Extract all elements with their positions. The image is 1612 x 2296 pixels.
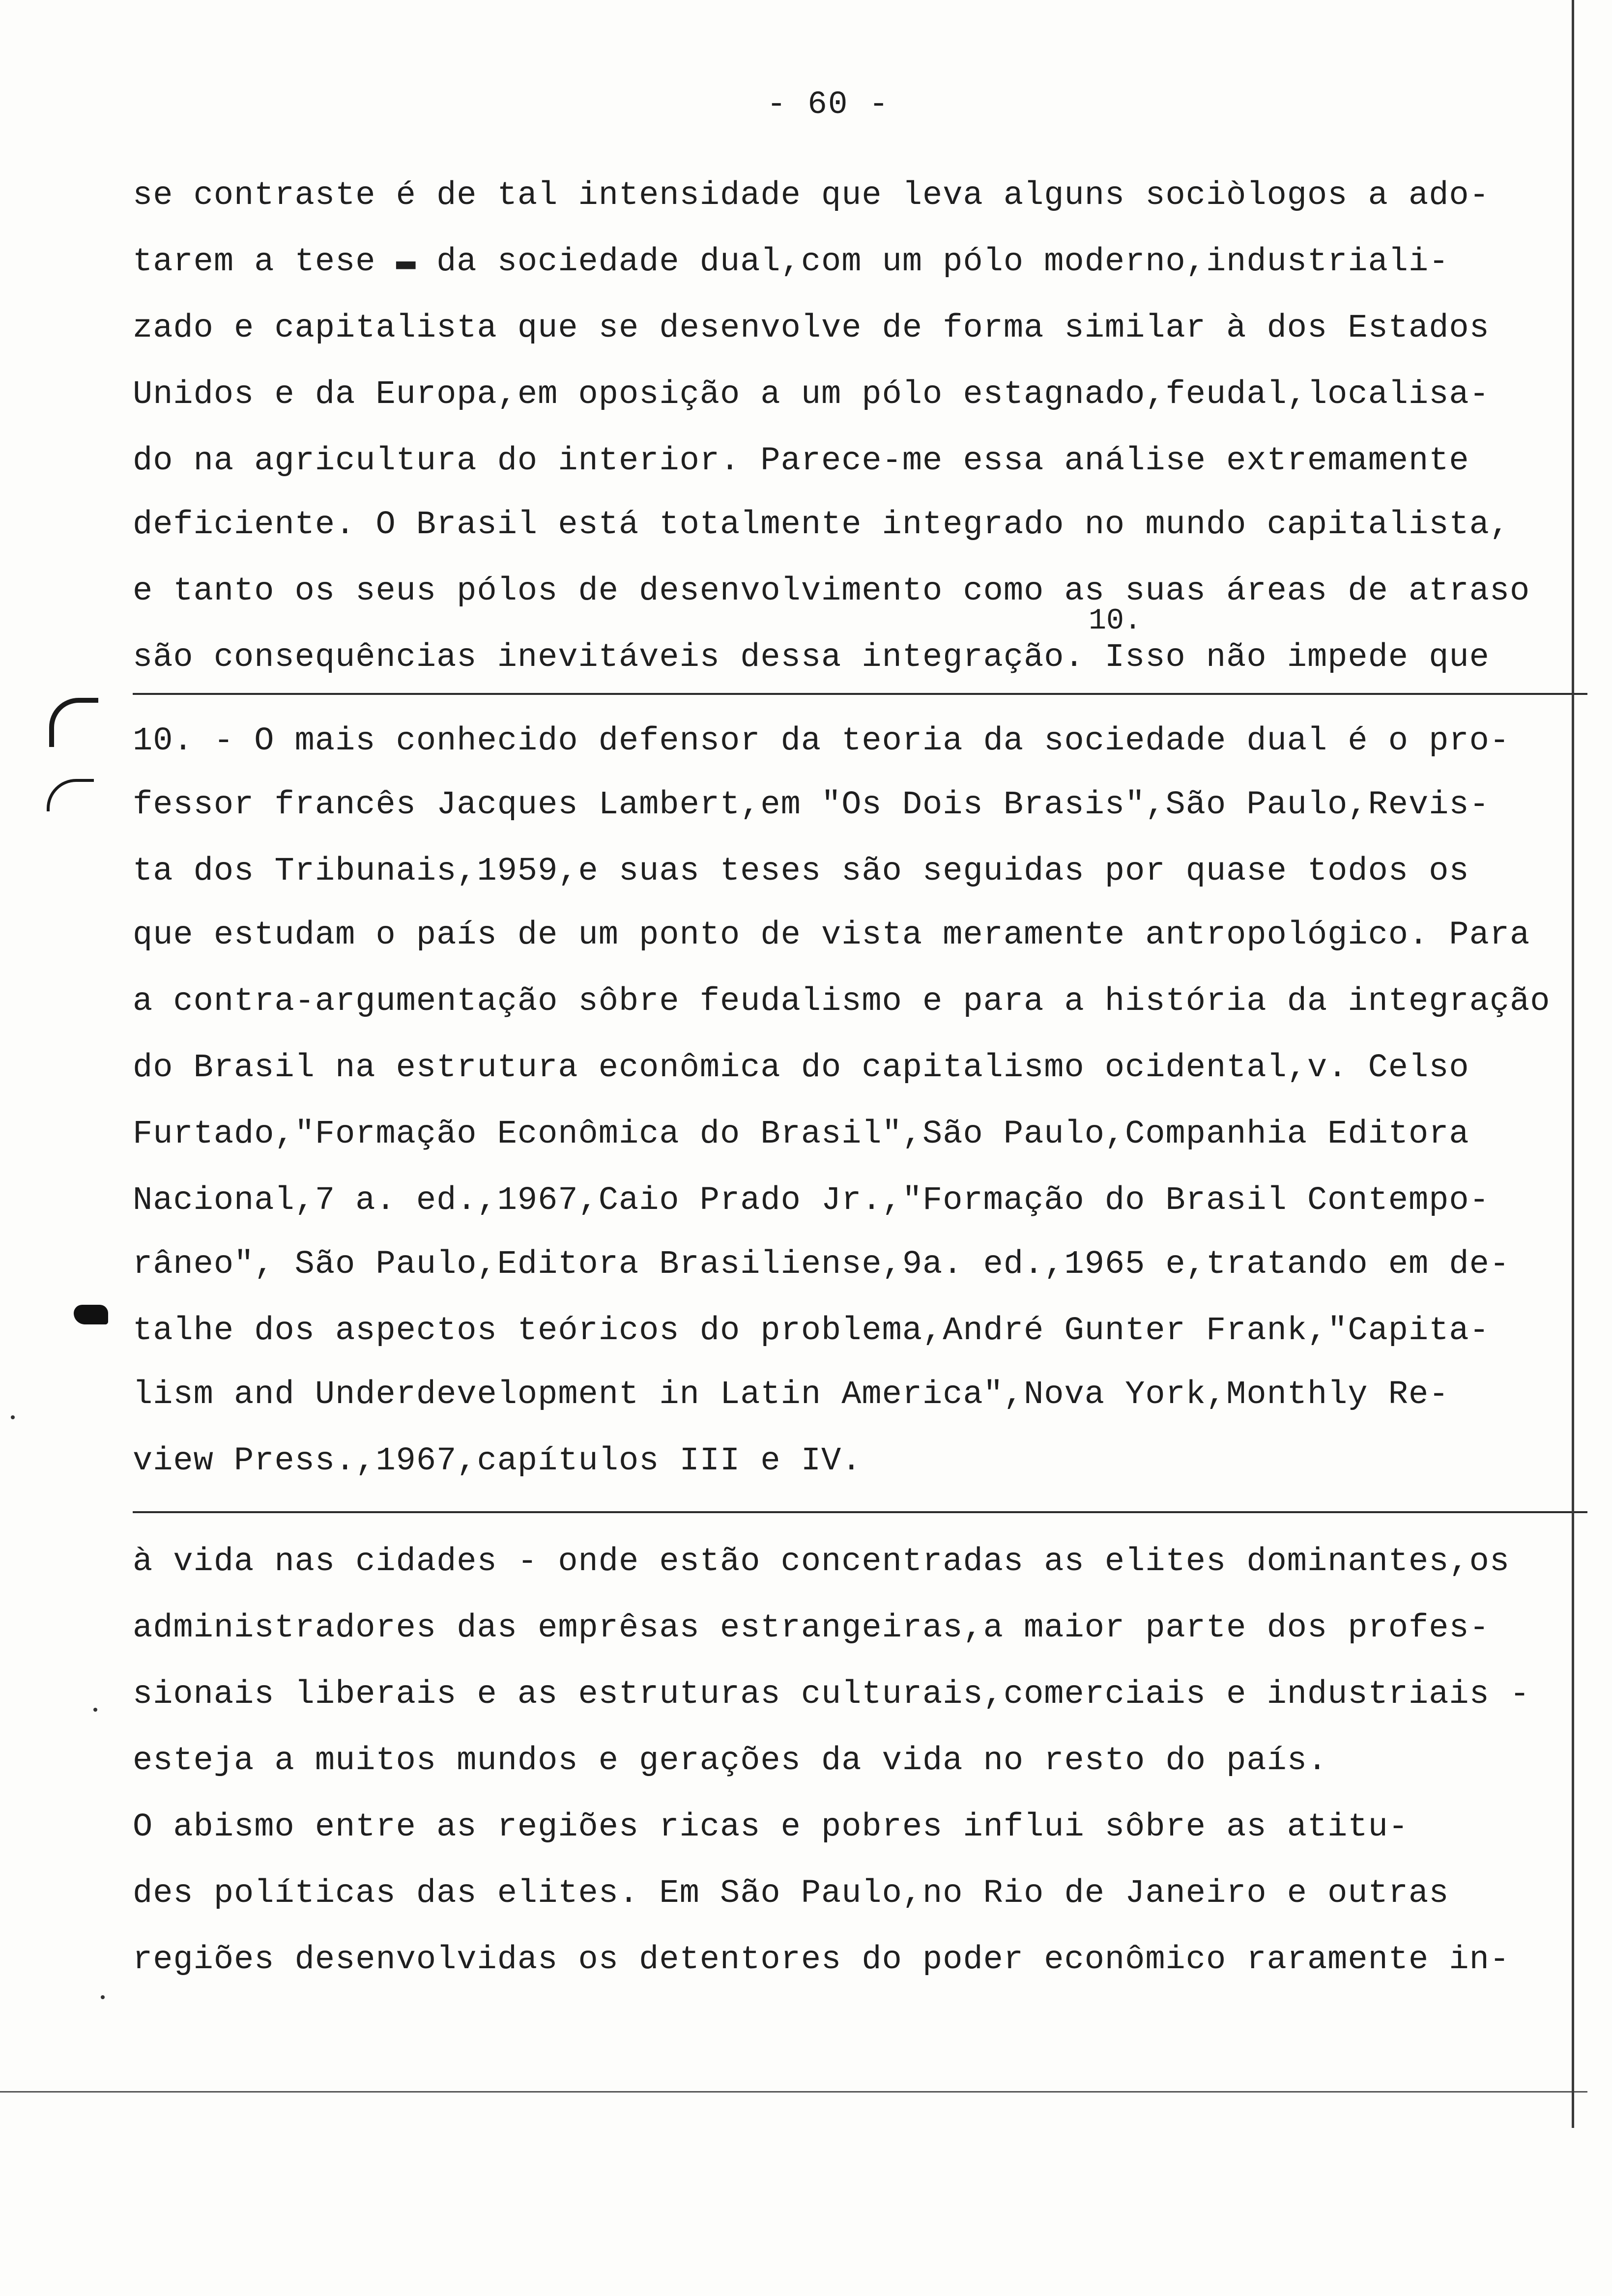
footnote-line: Nacional,7 a. ed.,1967,Caio Prado Jr.,"Formação do Brasil Contempo-: [133, 1182, 1490, 1219]
body-line: à vida nas cidades - onde estão concentradas as elites dominantes,os: [133, 1543, 1510, 1580]
body-line: esteja a muitos mundos e gerações da vida no resto do país.: [133, 1742, 1328, 1779]
margin-speck: [11, 1415, 15, 1419]
body-line: regiões desenvolvidas os detentores do poder econômico raramente in-: [133, 1941, 1510, 1979]
body-line: tarem a tese ▬ da sociedade dual,com um pólo moderno,industriali-: [133, 243, 1449, 281]
footnote-separator-bottom: [133, 1511, 1587, 1513]
body-line: zado e capitalista que se desenvolve de forma similar à dos Estados: [133, 310, 1490, 347]
body-line: do na agricultura do interior. Parece-me essa análise extremamente: [133, 442, 1469, 480]
body-line: são consequências inevitáveis dessa integração. Isso não impede que: [133, 639, 1490, 676]
footnote-line: do Brasil na estrutura econômica do capitalismo ocidental,v. Celso: [133, 1049, 1469, 1087]
body-line: administradores das emprêsas estrangeiras,a maior parte dos profes-: [133, 1609, 1490, 1647]
footnote-line: fessor francês Jacques Lambert,em "Os Dois Brasis",São Paulo,Revis-: [133, 786, 1490, 824]
footnote-line: talhe dos aspectos teóricos do problema,André Gunter Frank,"Capita-: [133, 1312, 1490, 1349]
body-line: deficiente. O Brasil está totalmente integrado no mundo capitalista,: [133, 506, 1510, 544]
footnote-line: view Press.,1967,capítulos III e IV.: [133, 1442, 862, 1480]
page-number: - 60 -: [767, 86, 890, 123]
body-line: e tanto os seus pólos de desenvolvimento como as suas áreas de atraso: [133, 573, 1530, 610]
margin-mark-arc: [47, 779, 94, 811]
margin-ink-blot: [74, 1305, 108, 1324]
margin-speck: [101, 1995, 105, 1999]
footnote-line: lism and Underdevelopment in Latin America",Nova York,Monthly Re-: [133, 1376, 1449, 1413]
body-line: se contraste é de tal intensidade que leva alguns sociòlogos a ado-: [133, 177, 1490, 214]
body-line: sionais liberais e as estruturas culturais,comerciais e industriais -: [133, 1676, 1530, 1713]
footnote-line: ta dos Tribunais,1959,e suas teses são seguidas por quase todos os: [133, 853, 1469, 890]
footnote-line: 10. - O mais conhecido defensor da teoria da sociedade dual é o pro-: [133, 722, 1510, 760]
footnote-line: que estudam o país de um ponto de vista meramente antropológico. Para: [133, 917, 1530, 954]
body-line: Unidos e da Europa,em oposição a um pólo estagnado,feudal,localisa-: [133, 376, 1490, 413]
footnote-reference-marker: 10.: [1089, 604, 1142, 638]
body-line: O abismo entre as regiões ricas e pobres influi sôbre as atitu-: [133, 1808, 1409, 1846]
footnote-line: Furtado,"Formação Econômica do Brasil",São Paulo,Companhia Editora: [133, 1116, 1469, 1153]
page-bottom-rule: [0, 2091, 1587, 2093]
body-line: des políticas das elites. Em São Paulo,no Rio de Janeiro e outras: [133, 1875, 1449, 1912]
footnote-line: râneo", São Paulo,Editora Brasiliense,9a. ed.,1965 e,tratando em de-: [133, 1246, 1510, 1283]
footnote-separator-top: [133, 693, 1587, 695]
margin-mark-arc: [49, 698, 98, 747]
footnote-line: a contra-argumentação sôbre feudalismo e para a história da integração: [133, 983, 1551, 1020]
margin-speck: [93, 1708, 97, 1712]
right-margin-rule: [1572, 0, 1574, 2128]
